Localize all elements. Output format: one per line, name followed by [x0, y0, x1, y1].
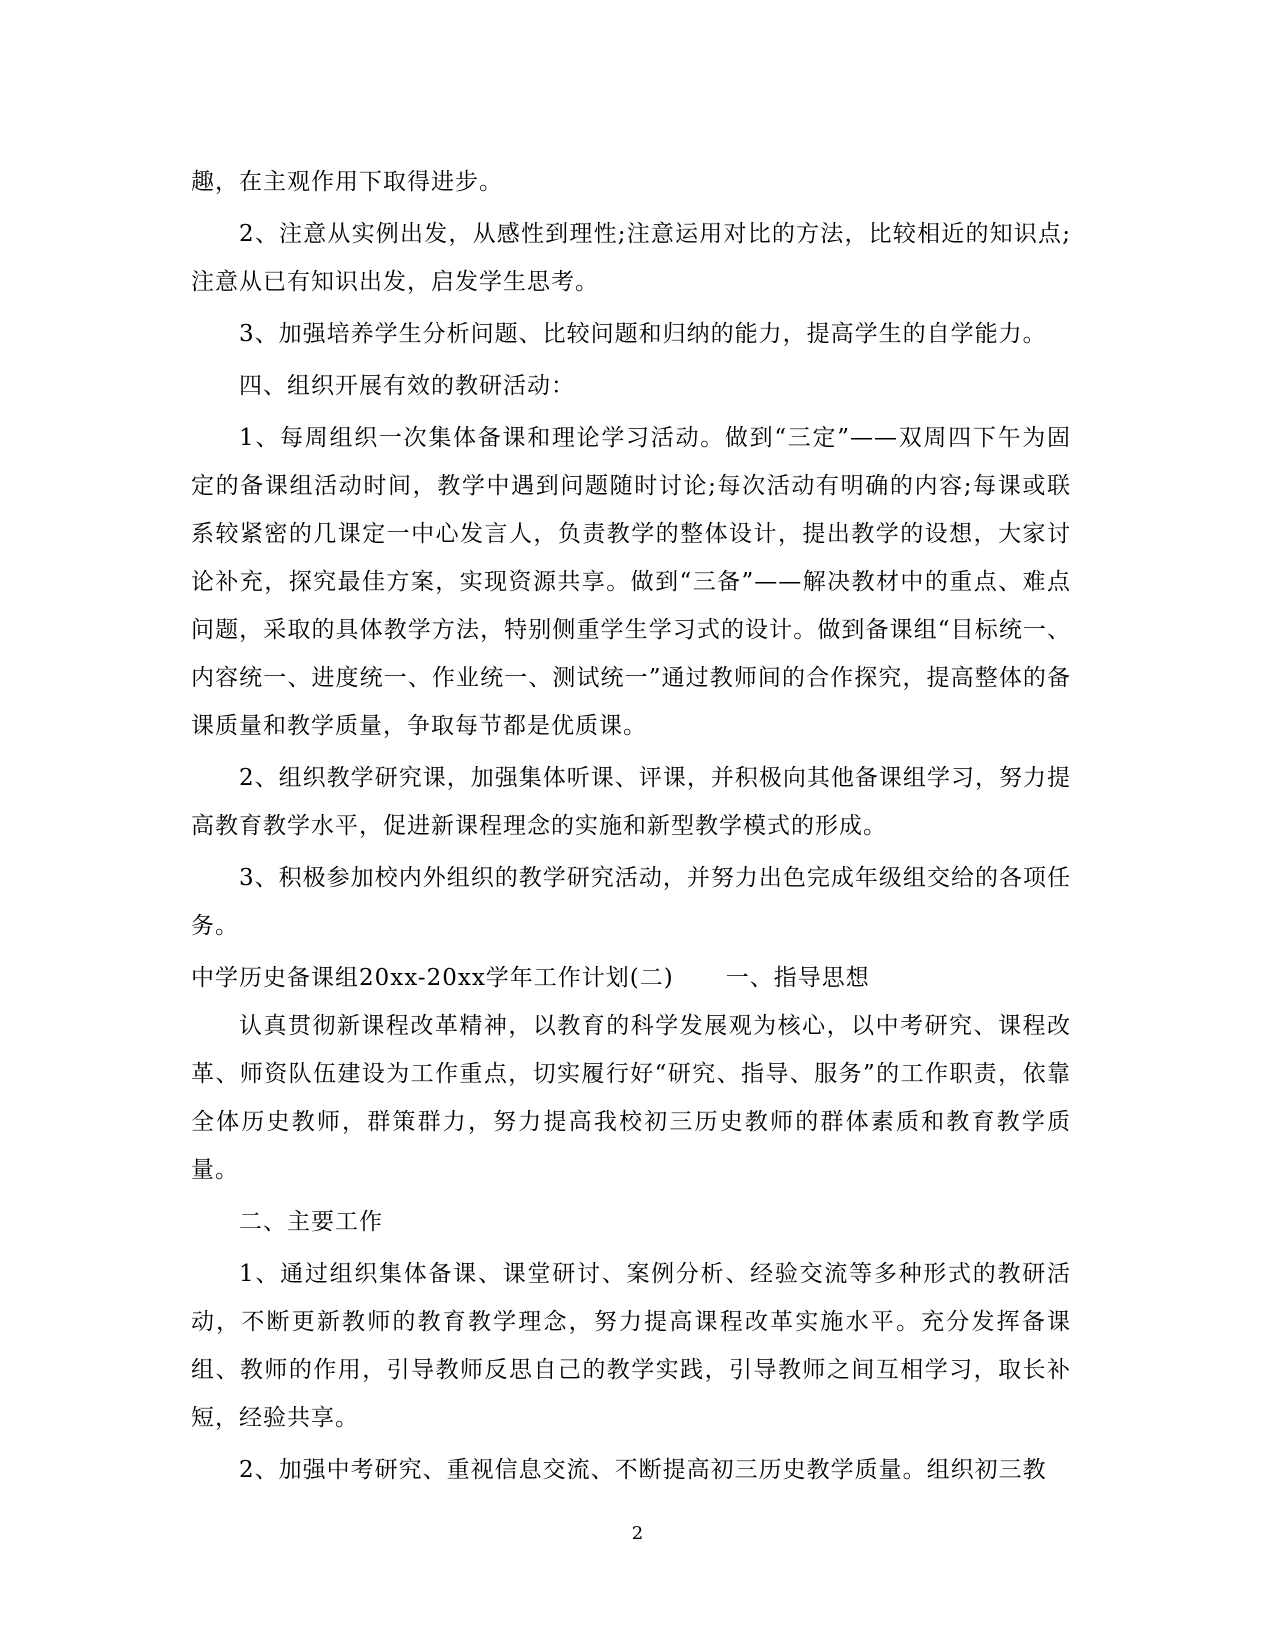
section-title: 中学历史备课组20xx-20xx学年工作计划(二)	[191, 965, 674, 991]
section-heading: 二、主要工作	[239, 1209, 383, 1235]
section-heading: 一、指导思想	[725, 965, 870, 991]
paragraph: 3、积极参加校内外组织的教学研究活动，并努力出色完成年级组交给的各项任务。	[191, 865, 1071, 939]
paragraph: 趣，在主观作用下取得进步。	[191, 169, 503, 195]
paragraph: 2、加强中考研究、重视信息交流、不断提高初三历史教学质量。组织初三教	[239, 1457, 1047, 1483]
paragraph: 2、组织教学研究课，加强集体听课、评课，并积极向其他备课组学习，努力提高教育教学水平，促进新课程理念的实施和新型教学模式的形成。	[191, 765, 1071, 839]
document-body	[191, 158, 1071, 1498]
paragraph: 1、每周组织一次集体备课和理论学习活动。做到“三定”——双周四下午为固定的备课组活动时间，教学中遇到问题随时讨论;每次活动有明确的内容;每课或联系较紧密的几课定一中心发言人，负责教学的整体设计，提出教学的设想，大家讨论补充，探究最佳方案，实现资源共享。做到“三备”——解决教材中的重点、难点问题，采取的具体教学方法，特别侧重学生学习式的设计。做到备课组“目标统一、内容统一、进度统一、作业统一、测试统一”通过教师间的合作探究，提高整体的备课质量和教学质量，争取每节都是优质课。	[191, 425, 1071, 739]
paragraph: 认真贯彻新课程改革精神，以教育的科学发展观为核心，以中考研究、课程改革、师资队伍建设为工作重点，切实履行好“研究、指导、服务”的工作职责，依靠全体历史教师，群策群力，努力提高我校初三历史教师的群体素质和教育教学质量。	[191, 1013, 1071, 1183]
paragraph: 2、注意从实例出发，从感性到理性;注意运用对比的方法，比较相近的知识点;注意从已有知识出发，启发学生思考。	[191, 221, 1071, 295]
paragraph: 1、通过组织集体备课、课堂研讨、案例分析、经验交流等多种形式的教研活动，不断更新教师的教育教学理念，努力提高课程改革实施水平。充分发挥备课组、教师的作用，引导教师反思自己的教学实践，引导教师之间互相学习，取长补短，经验共享。	[191, 1261, 1071, 1431]
page-number: 2	[631, 1523, 644, 1544]
paragraph: 3、加强培养学生分析问题、比较问题和归纳的能力，提高学生的自学能力。	[239, 321, 1047, 347]
section-heading: 四、组织开展有效的教研活动：	[239, 373, 575, 399]
section-title-line	[191, 954, 1071, 1002]
